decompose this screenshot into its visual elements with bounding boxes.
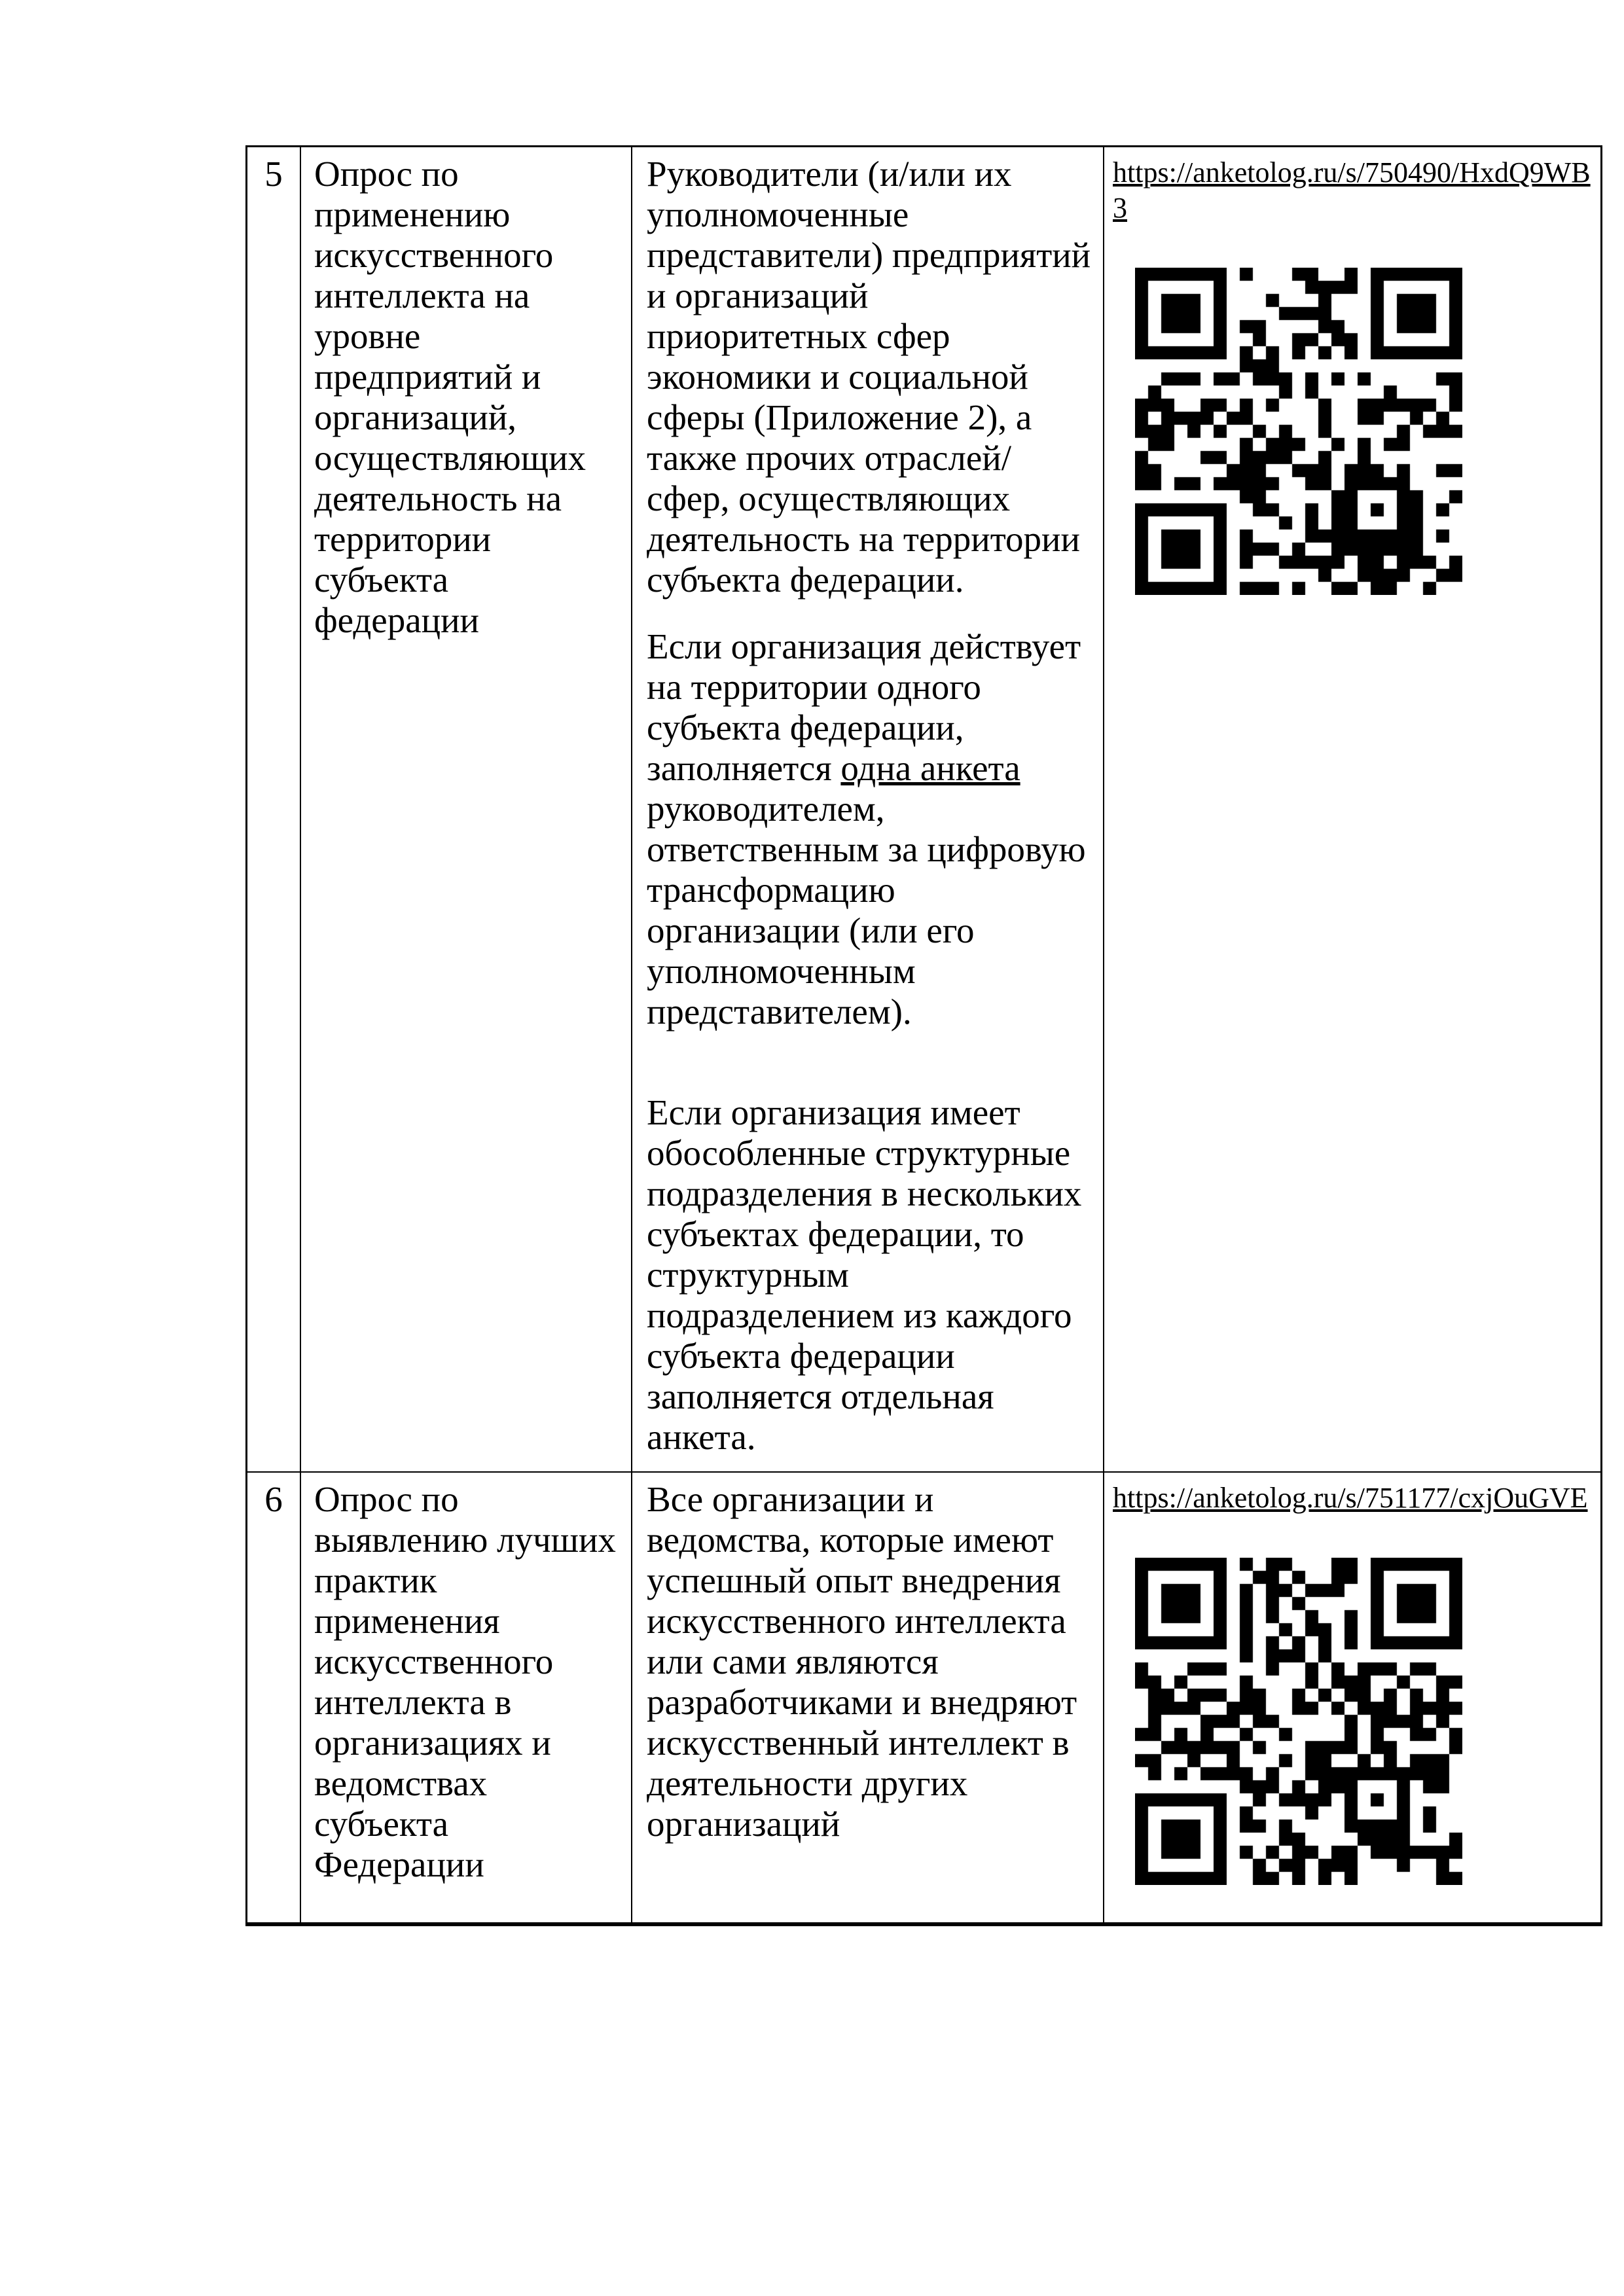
survey-title-cell — [301, 147, 632, 1473]
audience-paragraph: Все организации и ведомства, которые имеют успешный опыт внедрения искусственного интеллекта или сами являются разработчиками и внедряют искусственный интеллект в деятельности других организаций — [647, 1479, 1077, 1844]
survey-link-cell — [1104, 147, 1600, 1473]
audience-paragraph: Если организация действует на территории одного субъекта федерации, заполняется одна анкета руководителем, ответственным за цифровую трансформацию организации (или его уполномоченным представителем). — [647, 626, 1086, 1031]
audience-paragraph: Если организация имеет обособленные структурные подразделения в нескольких субъектах федерации, то структурным подразделением из каждого субъекта федерации заполняется отдельная анкета. — [647, 1092, 1082, 1457]
survey-link[interactable]: https://anketolog.ru/s/751177/cxjOuGVE — [1113, 1482, 1588, 1514]
survey-title: Опрос по применению искусственного интеллекта на уровне предприятий и организаций, осуществляющих деятельность на территории субъекта федерации — [314, 154, 586, 640]
survey-title-cell — [301, 1473, 632, 1922]
qr-code — [1135, 1558, 1462, 1885]
row-number: 6 — [247, 1473, 301, 1922]
qr-code — [1135, 268, 1462, 595]
survey-table — [245, 145, 1602, 1926]
survey-link-cell — [1104, 1473, 1600, 1922]
survey-audience-cell — [632, 147, 1104, 1473]
underlined-text: одна анкета — [840, 748, 1020, 788]
row-number: 5 — [247, 147, 301, 1473]
audience-paragraph: Руководители (и/или их уполномоченные представители) предприятий и организаций приоритетных сфер экономики и социальной сферы (Приложение 2), а также прочих отраслей/сфер, осуществляющих деятельность на территории субъекта федерации. — [647, 154, 1091, 600]
survey-link[interactable]: https://anketolog.ru/s/750490/HxdQ9WB3 — [1113, 156, 1591, 224]
survey-audience-cell — [632, 1473, 1104, 1922]
survey-title: Опрос по выявлению лучших практик применения искусственного интеллекта в организациях и ведомствах субъекта Федерации — [314, 1479, 616, 1884]
